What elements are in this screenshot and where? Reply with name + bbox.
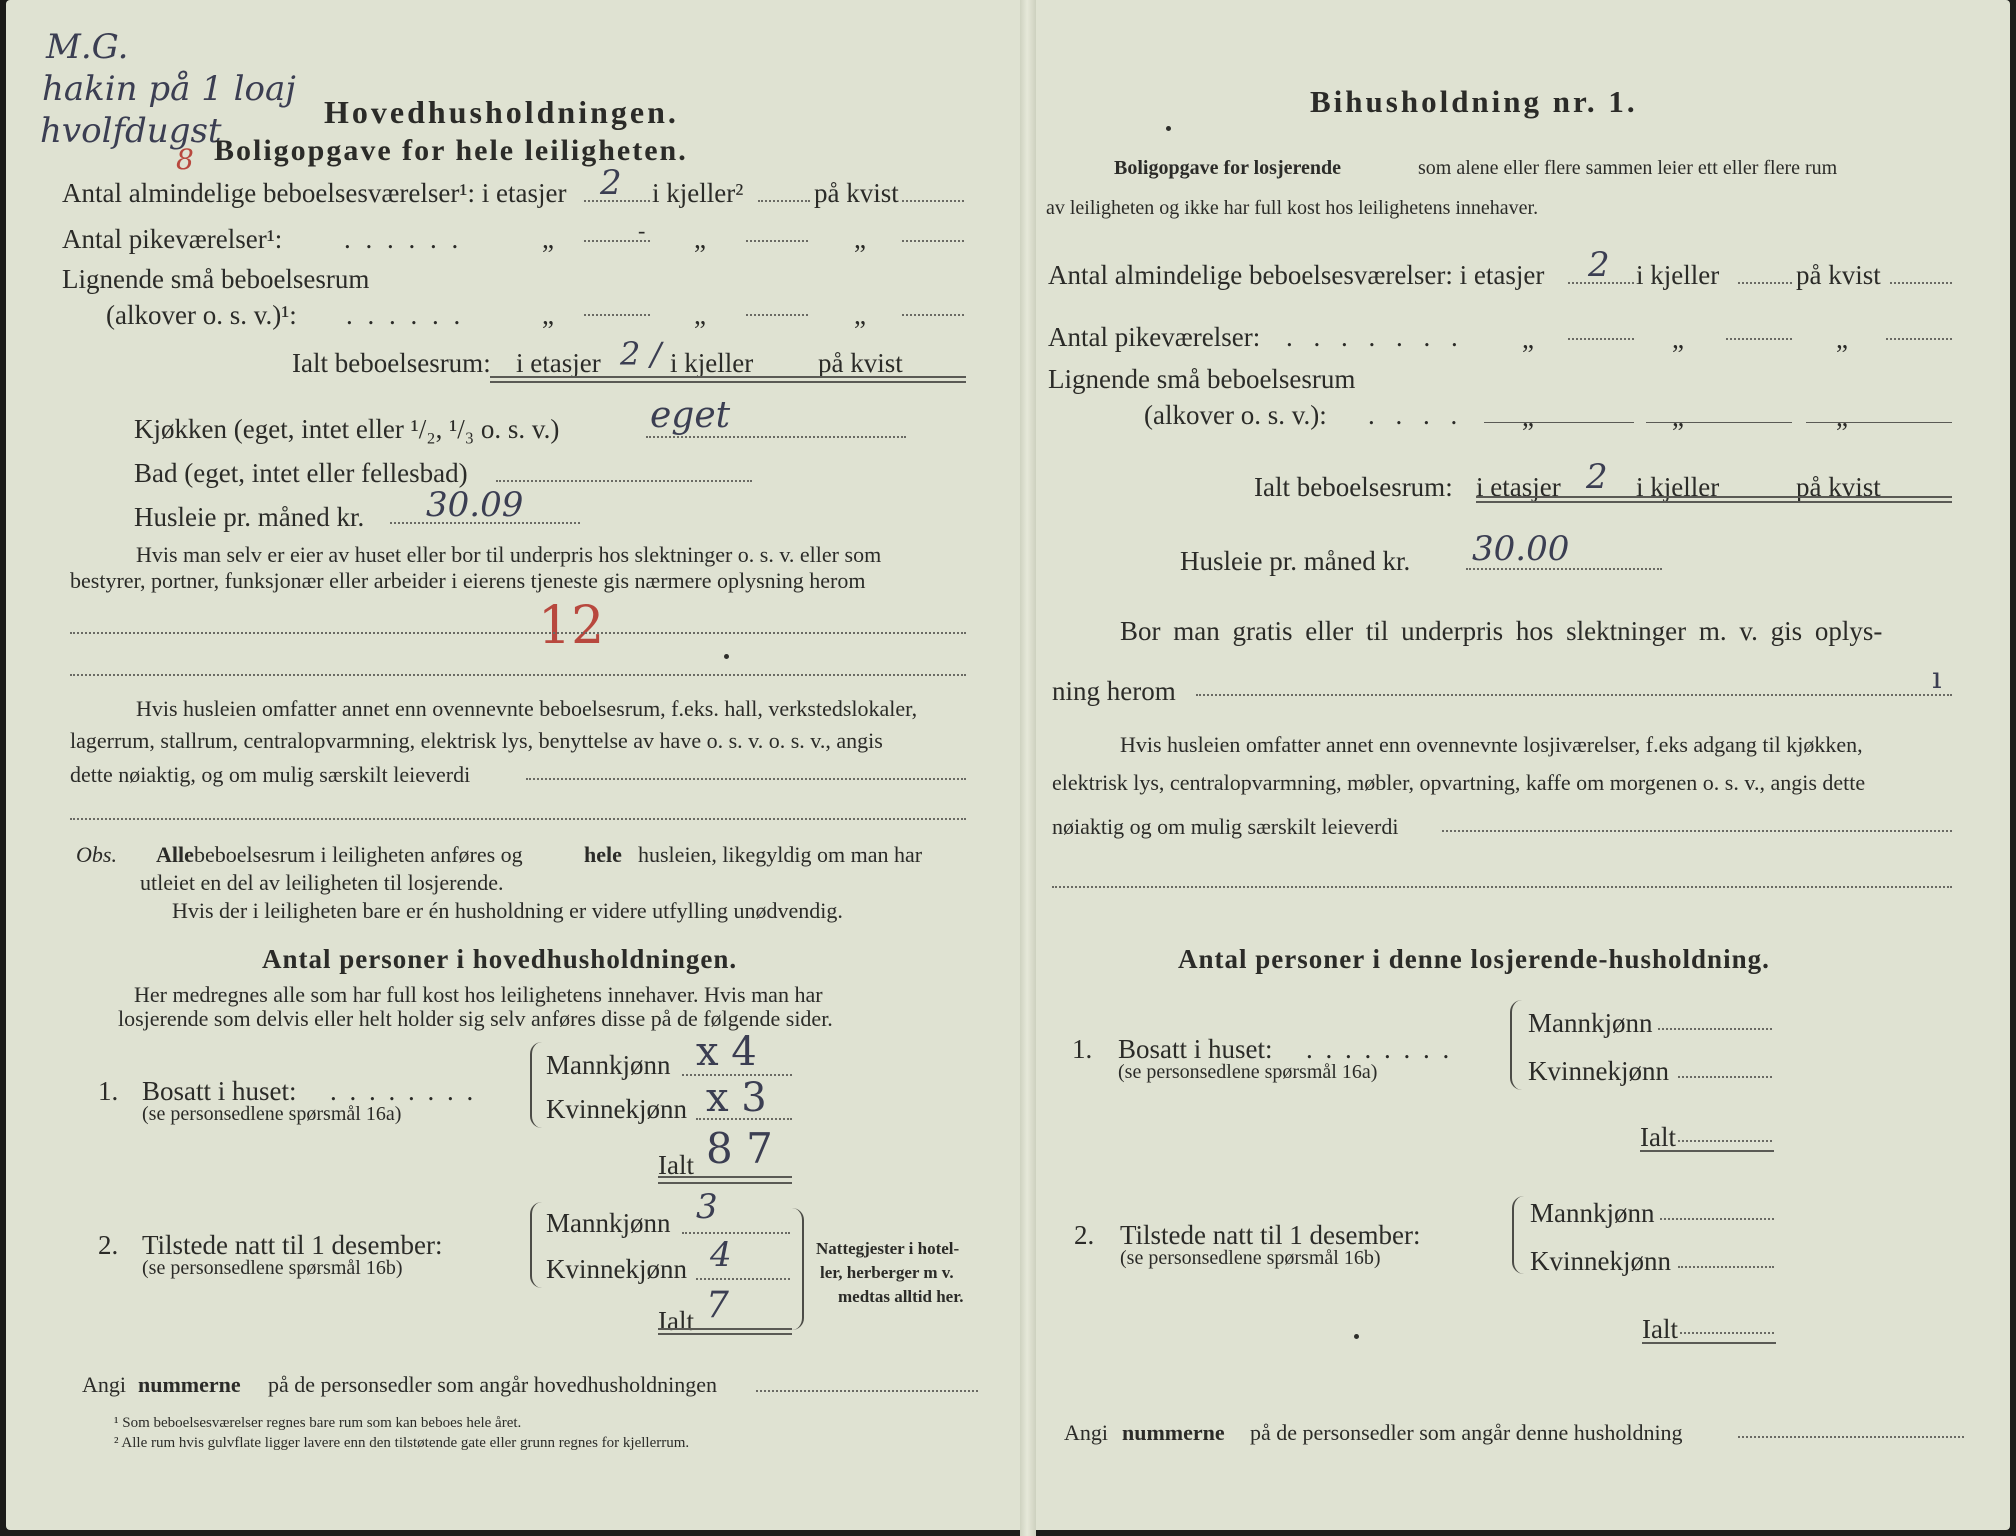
r-bosatt-dots: . . . . . . . . — [1306, 1034, 1453, 1064]
r-field-line-husleie — [1466, 568, 1662, 570]
label-pikevaerelser: Antal pikeværelser¹: — [62, 224, 283, 254]
label-kjeller: i kjeller² — [652, 178, 744, 208]
angi-bold: nummerne — [138, 1372, 241, 1397]
r-field-line-angi — [1738, 1436, 1964, 1438]
field-line-kjeller — [758, 200, 810, 202]
r-label-almindelige: Antal almindelige beboelsesværelser: i etasjer — [1048, 260, 1545, 290]
r-tilstede-ref: (se personsedlene spørsmål 16b) — [1120, 1247, 1381, 1269]
tilstede-num: 2. — [98, 1230, 119, 1260]
r-angi-pre: Angi — [1064, 1420, 1108, 1445]
r-field-line-kvist — [1890, 282, 1952, 284]
bosatt-label: Bosatt i huset: — [142, 1076, 297, 1106]
r-quote-pike-1: „ — [1522, 324, 1534, 354]
label-lignende: Lignende små beboelsesrum — [62, 264, 370, 294]
r-quote-pike-2: „ — [1672, 324, 1684, 354]
natt-note-3: medtas alltid her. — [838, 1287, 964, 1306]
r-field-line-kjeller — [1738, 282, 1792, 284]
obs-text-2: utleiet en del av leiligheten til losjerende. — [140, 870, 504, 895]
r-quote-pike-3: „ — [1836, 324, 1848, 354]
bosatt-kvinne-value: x 3 — [706, 1075, 767, 1121]
r-tilstede-brace — [1512, 1196, 1526, 1274]
r-text-gratis-2: ning herom — [1052, 676, 1176, 706]
r-tilstede-ialt-rule — [1642, 1342, 1776, 1344]
handwritten-note-line1: M.G. — [46, 27, 129, 67]
r-label-husleie: Husleie pr. måned kr. — [1180, 546, 1411, 576]
ink-dot-right-2 — [1354, 1334, 1359, 1339]
r-field-line-tilstede-ialt — [1680, 1332, 1774, 1334]
ink-dot — [724, 654, 729, 659]
dash-pike: - — [638, 218, 646, 243]
footnote-2: ² Alle rum hvis gulvflate ligger lavere enn den tilstøtende gate eller grunn regnes for kjellerrum. — [114, 1435, 690, 1451]
tilstede-ialt-value: 7 — [706, 1285, 729, 1326]
r-quote-lign-1: „ — [1522, 402, 1534, 432]
bosatt-ialt-label: Ialt — [658, 1150, 694, 1180]
tilstede-ialt-label: Ialt — [658, 1306, 694, 1336]
persons-text-1: Her medregnes alle som har full kost hos leilighetens innehaver. Hvis man har — [134, 982, 823, 1007]
angi-pre: Angi — [82, 1372, 126, 1397]
left-subtitle: Boligopgave for hele leiligheten. — [214, 134, 688, 167]
r-dots-lign: . . . . — [1368, 400, 1465, 430]
tilstede-brace — [530, 1202, 544, 1288]
r-value-ialt-etasjer: 2 — [1586, 457, 1608, 497]
r-tilstede-num: 2. — [1074, 1220, 1095, 1250]
obs-alle: Alle — [156, 842, 194, 867]
dots-pike: . . . . . . — [344, 224, 463, 254]
obs-text-1a: beboelsesrum i leiligheten anføres og — [194, 842, 523, 867]
r-field-line-pike-1 — [1568, 338, 1634, 340]
tilstede-mann-value: 3 — [696, 1187, 718, 1227]
field-line-pike-3 — [902, 240, 964, 242]
right-title: Bihusholdning nr. 1. — [1310, 84, 1638, 119]
ialt-rule-2 — [490, 381, 966, 383]
field-line-bosatt-kvinne — [696, 1118, 792, 1120]
r-dots-pike: . . . . . . . — [1286, 322, 1465, 352]
r-field-line-etasjer — [1568, 282, 1634, 284]
r-angi-post: på de personsedler som angår denne husholdning — [1250, 1420, 1683, 1445]
r-tilstede-kvinne-label: Kvinnekjønn — [1530, 1246, 1671, 1276]
label-husleie: Husleie pr. måned kr. — [134, 502, 365, 532]
quote-lign-3: „ — [854, 300, 866, 330]
field-line-lign-1 — [584, 314, 650, 316]
r-bosatt-ialt-rule — [1640, 1150, 1774, 1152]
bosatt-dots: . . . . . . . . — [330, 1076, 477, 1106]
r-text-omfatter-3: nøiaktig og om mulig særskilt leieverdi — [1052, 814, 1399, 839]
bosatt-kvinne-label: Kvinnekjønn — [546, 1094, 687, 1124]
label-ialt-beboelsesrum: Ialt beboelsesrum: — [292, 348, 491, 378]
intro-text-1: som alene eller flere sammen leier ett eller flere rum — [1418, 157, 1838, 179]
r-bosatt-num: 1. — [1072, 1034, 1093, 1064]
r-field-line-lign-2 — [1646, 422, 1792, 423]
r-text-omfatter-2: elektrisk lys, centralopvarmning, møbler, opvartning, kaffe om morgenen o. s. v., angis dette — [1052, 770, 1866, 795]
r-field-line-omfatter-2 — [1052, 886, 1952, 888]
field-line-lign-3 — [902, 314, 964, 316]
field-line-bad — [496, 480, 752, 482]
field-line-eier-1 — [70, 632, 966, 634]
r-label-pikevaerelser: Antal pikeværelser: — [1048, 322, 1261, 352]
quote-pike-1: „ — [542, 224, 554, 254]
r-label-lignende: Lignende små beboelsesrum — [1048, 364, 1356, 394]
r-field-line-bosatt-kvinne — [1678, 1076, 1772, 1078]
label-kjokken: Kjøkken (eget, intet eller ¹/₂, ¹/₃ o. s. v.) — [134, 414, 560, 444]
tilstede-ialt-rule-1 — [658, 1328, 792, 1330]
r-ialt-rule-1 — [1476, 496, 1952, 498]
r-value-etasjer: 2 — [1588, 245, 1610, 285]
value-ialt-etasjer: 2 / — [620, 335, 662, 373]
bosatt-ialt-rule-1 — [658, 1176, 792, 1178]
r-field-line-omfatter-1 — [1442, 830, 1952, 832]
r-bosatt-mann-label: Mannkjønn — [1528, 1008, 1653, 1038]
r-quote-lign-3: „ — [1836, 402, 1848, 432]
intro-text-2: av leiligheten og ikke har full kost hos leilighetens innehaver. — [1046, 197, 1539, 219]
handwritten-note-line2: hakin på 1 loaj — [42, 69, 296, 109]
r-tilstede-label: Tilstede natt til 1 desember: — [1120, 1220, 1421, 1250]
r-field-line-bosatt-ialt — [1678, 1140, 1772, 1142]
r-angi-bold: nummerne — [1122, 1420, 1225, 1445]
r-bosatt-ialt-label: Ialt — [1640, 1122, 1676, 1152]
intro-bold: Boligopgave for losjerende — [1114, 157, 1342, 179]
text-omfatter-1: Hvis husleien omfatter annet enn ovennevnte beboelsesrum, f.eks. hall, verkstedslokaler, — [136, 696, 918, 721]
bosatt-mann-label: Mannkjønn — [546, 1050, 671, 1080]
natt-note-1: Nattegjester i hotel- — [816, 1239, 960, 1258]
label-bad: Bad (eget, intet eller fellesbad) — [134, 458, 468, 488]
r-ink-stroke: ı — [1932, 661, 1942, 696]
r-field-line-pike-2 — [1726, 338, 1792, 340]
quote-pike-2: „ — [694, 224, 706, 254]
r-bosatt-brace — [1510, 1000, 1524, 1090]
field-line-omfatter-2 — [70, 818, 966, 820]
field-line-kvist — [902, 200, 964, 202]
value-husleie: 30.09 — [426, 485, 524, 525]
ialt-rule-1 — [490, 376, 966, 378]
bosatt-ref: (se personsedlene spørsmål 16a) — [142, 1103, 402, 1125]
text-eier-1: Hvis man selv er eier av huset eller bor til underpris hos slektninger o. s. v. eller som — [136, 542, 882, 567]
r-text-gratis-1: Bor man gratis eller til underpris hos slektninger m. v. gis oplys- — [1120, 616, 1883, 646]
quote-pike-3: „ — [854, 224, 866, 254]
r-bosatt-kvinne-label: Kvinnekjønn — [1528, 1056, 1669, 1086]
field-line-angi — [756, 1390, 978, 1392]
census-form-sheet — [6, 0, 2010, 1530]
label-alkover: (alkover o. s. v.)¹: — [106, 300, 297, 330]
r-field-line-lign-1 — [1484, 422, 1634, 423]
bosatt-brace — [530, 1042, 544, 1128]
label-ialt-kvist: på kvist — [818, 348, 903, 378]
r-label-kjeller: i kjeller — [1636, 260, 1720, 290]
left-title: Hovedhusholdningen. — [324, 94, 679, 130]
r-bosatt-label: Bosatt i huset: — [1118, 1034, 1273, 1064]
handwritten-note-line3: hvolfdugst — [40, 111, 222, 151]
persons-text-2: losjerende som delvis eller helt holder sig selv anføres disse på de følgende sider. — [118, 1006, 833, 1031]
r-ialt-rule-2 — [1476, 501, 1952, 503]
field-line-kjokken — [646, 436, 906, 438]
label-ialt-etasjer: i etasjer — [516, 348, 601, 378]
field-line-eier-2 — [70, 674, 966, 676]
page-fold — [1020, 0, 1036, 1536]
r-bosatt-ref: (se personsedlene spørsmål 16a) — [1118, 1061, 1378, 1083]
r-field-line-tilstede-kvinne — [1678, 1266, 1774, 1268]
r-label-ialt-etasjer: i etasjer — [1476, 472, 1561, 502]
natt-note-2: ler, herberger m v. — [820, 1263, 954, 1282]
red-mark: 12 — [538, 596, 605, 656]
tilstede-ialt-rule-2 — [658, 1333, 792, 1335]
quote-lign-2: „ — [694, 300, 706, 330]
obs-label: Obs. — [76, 842, 117, 867]
tilstede-kvinne-value: 4 — [710, 1235, 732, 1275]
natt-brace — [790, 1208, 804, 1330]
value-kjokken: eget — [650, 395, 731, 436]
r-label-kvist: på kvist — [1796, 260, 1881, 290]
text-eier-2: bestyrer, portner, funksjonær eller arbeider i eierens tjeneste gis nærmere oplysning herom — [70, 568, 866, 593]
r-text-omfatter-1: Hvis husleien omfatter annet enn ovennevnte losjiværelser, f.eks adgang til kjøkken, — [1120, 732, 1863, 757]
label-kvist: på kvist — [814, 178, 899, 208]
bosatt-mann-value: x 4 — [696, 1029, 757, 1075]
text-omfatter-3: dette nøiaktig, og om mulig særskilt leieverdi — [70, 762, 471, 787]
field-line-pike-2 — [746, 240, 808, 242]
r-label-ialt-beboelsesrum: Ialt beboelsesrum: — [1254, 472, 1453, 502]
footnote-1: ¹ Som beboelsesværelser regnes bare rum som kan beboes hele året. — [114, 1415, 522, 1431]
left-persons-title: Antal personer i hovedhusholdningen. — [262, 944, 738, 974]
r-label-alkover: (alkover o. s. v.): — [1144, 400, 1327, 430]
r-tilstede-mann-label: Mannkjønn — [1530, 1198, 1655, 1228]
handwritten-red-number: 8 — [176, 143, 194, 176]
obs-hele: hele — [584, 842, 622, 867]
r-quote-lign-2: „ — [1672, 402, 1684, 432]
field-line-husleie — [390, 522, 580, 524]
label-ialt-kjeller: i kjeller — [670, 348, 754, 378]
field-line-tilstede-mann — [682, 1232, 790, 1234]
r-field-line-gratis — [1196, 694, 1952, 696]
value-etasjer: 2 — [600, 163, 622, 203]
right-persons-title: Antal personer i denne losjerende-husholdning. — [1178, 944, 1770, 974]
quote-lign-1: „ — [542, 300, 554, 330]
bosatt-num: 1. — [98, 1076, 119, 1106]
bosatt-ialt-rule-2 — [658, 1182, 792, 1184]
r-label-ialt-kvist: på kvist — [1796, 472, 1881, 502]
bosatt-ialt-value: 8 7 — [706, 1124, 773, 1173]
obs-text-3: Hvis der i leiligheten bare er én husholdning er videre utfylling unødvendig. — [172, 898, 843, 923]
label-almindelige: Antal almindelige beboelsesværelser¹: i etasjer — [62, 178, 567, 208]
text-omfatter-2: lagerrum, stallrum, centralopvarmning, elektrisk lys, benyttelse av have o. s. v. o. s. v., angis — [70, 728, 883, 753]
angi-post: på de personsedler som angår hovedhusholdningen — [268, 1372, 718, 1397]
r-tilstede-ialt-label: Ialt — [1642, 1314, 1678, 1344]
obs-text-1b: husleien, likegyldig om man har — [638, 842, 923, 867]
ink-dot-right — [1166, 126, 1171, 131]
tilstede-kvinne-label: Kvinnekjønn — [546, 1254, 687, 1284]
r-label-ialt-kjeller: i kjeller — [1636, 472, 1720, 502]
tilstede-mann-label: Mannkjønn — [546, 1208, 671, 1238]
r-field-line-tilstede-mann — [1660, 1218, 1774, 1220]
dots-lign: . . . . . . — [346, 300, 465, 330]
r-field-line-pike-3 — [1886, 338, 1952, 340]
r-value-husleie: 30.00 — [1472, 529, 1570, 569]
field-line-lign-2 — [746, 314, 808, 316]
r-field-line-bosatt-mann — [1658, 1028, 1772, 1030]
field-line-omfatter-1 — [526, 778, 966, 780]
tilstede-ref: (se personsedlene spørsmål 16b) — [142, 1257, 403, 1279]
field-line-tilstede-kvinne — [696, 1278, 790, 1280]
tilstede-label: Tilstede natt til 1 desember: — [142, 1230, 443, 1260]
r-field-line-lign-3 — [1806, 422, 1952, 423]
